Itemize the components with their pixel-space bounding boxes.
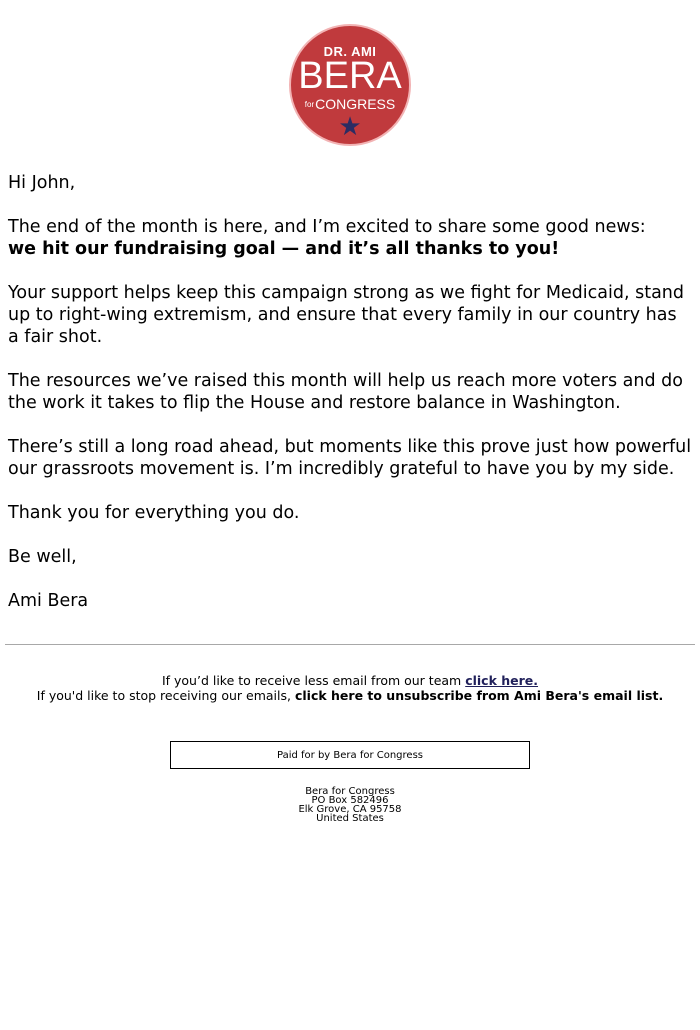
logo-name-line: BERA bbox=[298, 55, 402, 97]
less-email-link[interactable]: click here. bbox=[465, 673, 539, 688]
campaign-logo bbox=[289, 24, 411, 146]
paragraph-resources: The resources we’ve raised this month will help us reach more voters and do the work it takes to flip the House and restore balance in Washington. bbox=[8, 371, 683, 413]
paragraph-good-news-bold: we hit our fundraising goal — and it’s all thanks to you! bbox=[8, 239, 560, 259]
address-country: United States bbox=[316, 813, 384, 824]
address-org: Bera for Congress bbox=[305, 786, 395, 797]
paragraph-long-road: There’s still a long road ahead, but moments like this prove just how powerful our grassroots movement is. I’m incredibly grateful to have you by my side. bbox=[8, 437, 692, 479]
logo-title-line: DR. AMI bbox=[323, 44, 377, 59]
footer-divider bbox=[5, 644, 695, 645]
paragraph-good-news bbox=[8, 216, 692, 260]
mailing-address bbox=[0, 787, 700, 823]
less-email-line bbox=[0, 673, 700, 688]
email-preferences bbox=[0, 673, 700, 703]
less-email-text: If you’d like to receive less email from our team bbox=[161, 673, 466, 688]
paragraph-support: Your support helps keep this campaign strong as we fight for Medicaid, stand up to right-wing extremism, and ensure that every family in our country has a fair shot. bbox=[8, 283, 684, 347]
paid-for-disclaimer: Paid for by Bera for Congress bbox=[170, 741, 530, 769]
paragraph-thank-you: Thank you for everything you do. bbox=[8, 503, 300, 523]
star-icon: ★ bbox=[338, 112, 362, 142]
signature: Ami Bera bbox=[8, 591, 89, 611]
unsubscribe-link[interactable]: click here to unsubscribe from Ami Bera's email list. bbox=[294, 688, 664, 703]
logo-for-text: for bbox=[304, 100, 315, 110]
greeting: Hi John, bbox=[8, 173, 76, 193]
logo-container bbox=[0, 24, 700, 150]
signoff: Be well, bbox=[8, 547, 77, 567]
address-city: Elk Grove, CA 95758 bbox=[298, 804, 402, 815]
email-body bbox=[8, 172, 692, 612]
unsubscribe-line bbox=[0, 688, 700, 703]
paragraph-good-news-intro: The end of the month is here, and I’m excited to share some good news: bbox=[8, 217, 646, 237]
address-po-box: PO Box 582496 bbox=[311, 795, 389, 806]
logo-congress-text: CONGRESS bbox=[315, 96, 396, 112]
logo-congress-line bbox=[291, 96, 409, 113]
unsubscribe-text: If you'd like to stop receiving our emails, bbox=[36, 688, 295, 703]
